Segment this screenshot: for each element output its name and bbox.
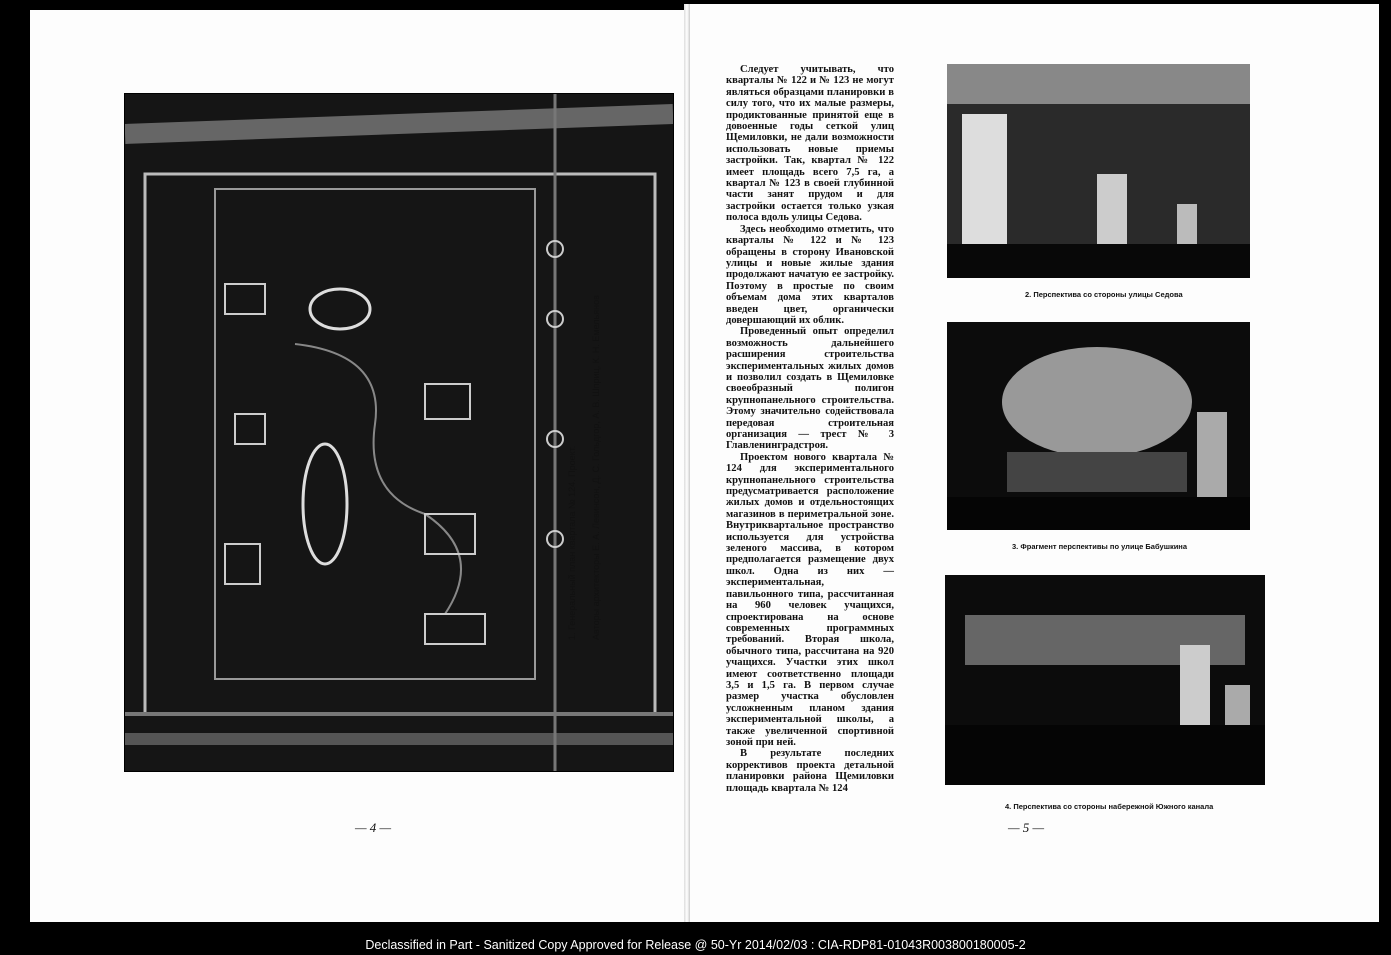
- figure-caption: 1. Генеральный план квартала № 124. Проект.: [567, 445, 577, 640]
- paragraph: Проведенный опыт определил возможность дальнейшего расширения строительства экспериментальных жилых домов и позволил создать в Щемиловке своеобразный полигон крупнопанельного строительства. Этому значительно содействовала передовая строительная организация — трест № 3 Главленинградстроя.: [726, 326, 894, 452]
- photo-caption: 2. Перспектива со стороны улицы Седова: [1025, 290, 1183, 299]
- photo-sedova-street: [947, 64, 1250, 278]
- figure-caption-block: [560, 295, 608, 640]
- photo-babushkina-street: [947, 322, 1250, 530]
- page-number-right: — 5 —: [1008, 820, 1045, 835]
- paragraph: Здесь необходимо отметить, что кварталы № 122 и № 123 обращены в сторону Ивановской улицы и новые жилые здания продолжают начатую ее застройку. Поэтому в простые по своим объемам дома этих кварталов введен цвет, органически довершающий их облик.: [726, 223, 894, 326]
- photo-southern-canal: [945, 575, 1265, 785]
- body-text-column: [726, 64, 894, 794]
- paragraph: Проектом нового квартала № 124 для экспериментального крупнопанельного строительства предусматривается расположение жилых домов и отдельностоящих магазинов в периметральной зоне. Внутриквартальное пространство используется для устройства зеленого массива, в котором предполагается размещение двух школ. Одна из них — экспериментальная, павильонного типа, рассчитанная на 960 человек учащихся, спроектирована на основе современных программных требований. Вторая школа, обычного типа, рассчитана на 920 учащихся. Участки этих школ имеют соответственно площади 3,5 и 1,5 га. В первом случае размер участка обусловлен усложненным планом здания экспериментальной школы, а также увеличенной спортивной зоной при ней.: [726, 451, 894, 748]
- page-number-left: — 4 —: [355, 820, 392, 835]
- authors-credit: Авторы архитекторы Е. А. Левинсон, Д. С. Гольдгор, А. В. Шприц, К. Н. Емельянов: [591, 295, 601, 640]
- paragraph: Следует учитывать, что кварталы № 122 и № 123 не могут являться образцами планировки в силу того, что их малые размеры, продиктованные принятой еще в довоенные годы сеткой улиц Щемиловки, не дали возможности использовать новые приемы застройки. Так, квартал № 122 имеет площадь всего 7,5 га, а квартал № 123 в своей глубинной части занят прудом и для застройки остается только узкая полоса вдоль улицы Седова.: [726, 64, 894, 224]
- book-gutter: [684, 4, 690, 922]
- photo-caption: 4. Перспектива со стороны набережной Южного канала: [1005, 802, 1214, 811]
- photo-caption: 3. Фрагмент перспективы по улице Бабушкина: [1012, 542, 1188, 551]
- paragraph: В результате последних коррективов проекта детальной планировки района Щемиловки площадь квартала № 124: [726, 748, 894, 794]
- declassification-stamp: Declassified in Part - Sanitized Copy Approved for Release @ 50-Yr 2014/02/03 : CIA-RDP81-01043R003800180005-2: [365, 938, 1026, 952]
